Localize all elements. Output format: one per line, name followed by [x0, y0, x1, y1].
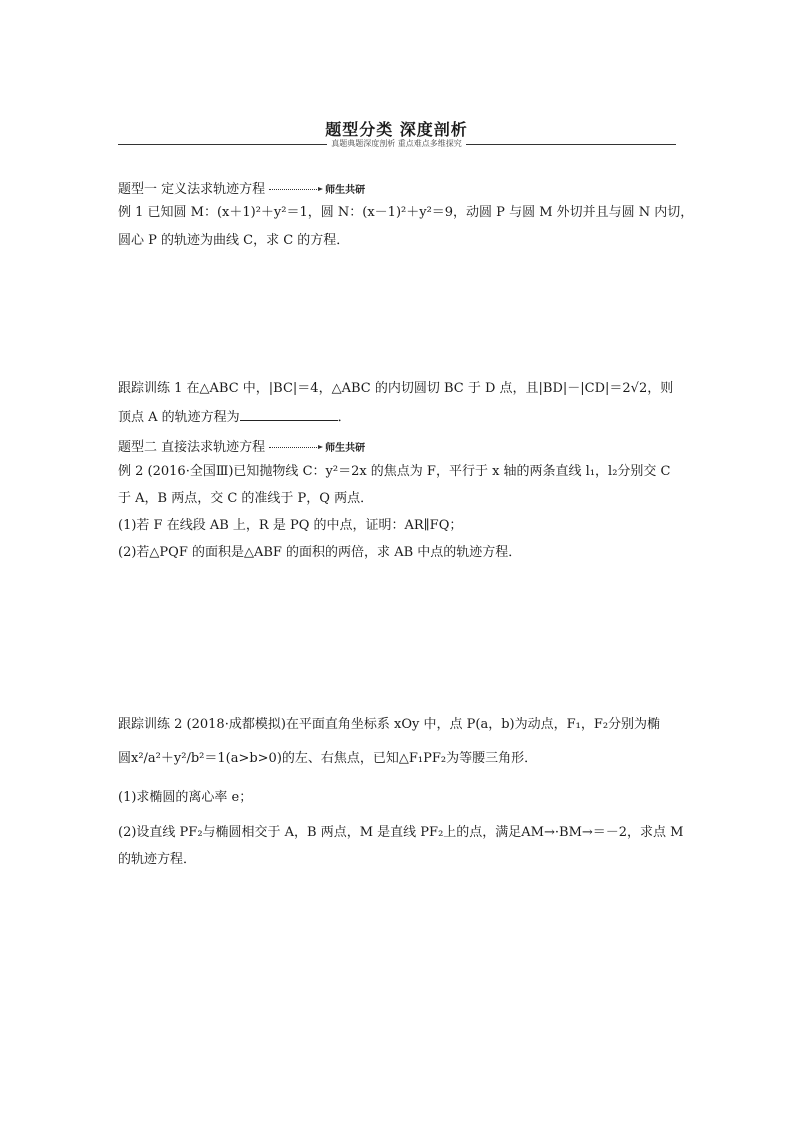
- training-2-line-3: (1)求椭圆的离心率 e；: [118, 790, 253, 805]
- training-1-line-1: 跟踪训练 1 在△ABC 中，|BC|＝4，△ABC 的内切圆切 BC 于 D 点，且|BD|－|CD|＝2√2，则: [118, 381, 674, 396]
- example-1-line-1: 例 1 已知圆 M：(x＋1)²＋y²＝1，圆 N：(x－1)²＋y²＝9，动圆 P 与圆 M 外切并且与圆 N 内切，: [118, 205, 694, 220]
- arrow-icon: [269, 447, 319, 448]
- section-1: [118, 178, 365, 197]
- example-2-line-4: (2)若△PQF 的面积是△ABF 的面积的两倍，求 AB 中点的轨迹方程．: [118, 545, 522, 560]
- training-1-line-2-end: ．: [337, 410, 351, 425]
- training-2-line-4: (2)设直线 PF₂与椭圆相交于 A，B 两点，M 是直线 PF₂上的点，满足AM→·BM→＝－2，求点 M: [118, 825, 684, 840]
- section-2: [118, 436, 365, 455]
- training-2-line-5: 的轨迹方程．: [118, 852, 197, 867]
- example-1-line-2: 圆心 P 的轨迹为曲线 C，求 C 的方程．: [118, 233, 350, 248]
- section-1-label: 题型一 定义法求轨迹方程: [118, 182, 266, 197]
- example-2-line-1: 例 2 (2016·全国Ⅲ)已知抛物线 C：y²＝2x 的焦点为 F，平行于 x 轴的两条直线 l₁，l₂分别交 C: [118, 464, 671, 479]
- training-2-line-2: 圆x²/a²＋y²/b²＝1(a>b>0)的左、右焦点，已知△F₁PF₂为等腰三角形．: [118, 751, 538, 766]
- page-title: 题型分类 深度剖析: [325, 120, 468, 139]
- training-2-line-1: 跟踪训练 2 (2018·成都模拟)在平面直角坐标系 xOy 中，点 P(a，b)为动点，F₁，F₂分别为椭: [118, 717, 661, 732]
- arrow-icon: [269, 189, 319, 190]
- page-subtitle: [0, 138, 793, 149]
- answer-blank[interactable]: [240, 408, 338, 421]
- section-1-tag: 师生共研: [325, 185, 366, 196]
- section-2-label: 题型二 直接法求轨迹方程: [118, 440, 266, 455]
- page-subtitle-text: 真题典题深度剖析 重点难点多维探究: [327, 139, 466, 148]
- section-2-tag: 师生共研: [325, 443, 366, 454]
- example-2-line-2: 于 A，B 两点，交 C 的准线于 P，Q 两点．: [118, 491, 374, 506]
- training-1-line-2: [118, 408, 351, 427]
- training-1-line-2-text: 顶点 A 的轨迹方程为: [118, 410, 240, 425]
- example-2-line-3: (1)若 F 在线段 AB 上，R 是 PQ 的中点，证明：AR∥FQ；: [118, 518, 463, 533]
